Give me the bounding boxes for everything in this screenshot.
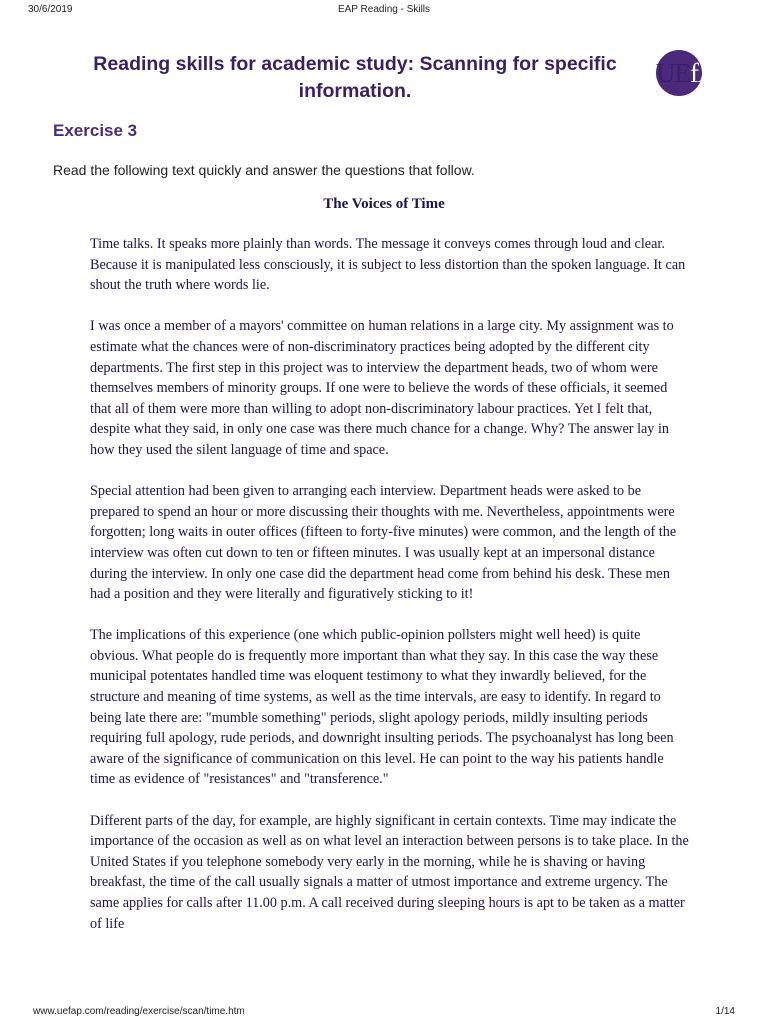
article-paragraph: The implications of this experience (one which public-opinion pollsters might well heed) is quite obvious. What people do is frequently more important than what they say. In this case the way these municipal potentates handled time was eloquent testimony to what they inwardly believed, for the structure and meaning of time systems, as well as the time intervals, are easy to identify. In regard to being late there are: "mumble something" periods, slight apology periods, mildly insulting periods requiring full apology, rude periods, and downright insulting periods. The psychoanalyst has long been aware of the significance of communication on this level. He can point to the way his patients handle time as evidence of "resistances" and "transference." xyxy=(90,627,674,788)
instruction-text: Read the following text quickly and answer the questions that follow. xyxy=(53,162,475,178)
logo-text-f: f xyxy=(690,58,698,88)
article-paragraph: Time talks. It speaks more plainly than words. The message it conveys comes through loud and clear. Because it is manipulated less consciously, it is subject to less distortion than the spoken language. It can shout the truth where words lie. xyxy=(90,236,686,294)
article-body xyxy=(90,234,690,955)
article-paragraph: Different parts of the day, for example, are highly significant in certain contexts. Time may indicate the importance of the occasion as well as on what level an interaction between persons is to take place. In the United States if you telephone somebody very early in the morning, while he is shaving or having breakfast, the time of the call usually signals a matter of utmost importance and extreme urgency. The same applies for calls after 11.00 p.m. A call received during sleeping hours is apt to be taken as a matter of life xyxy=(90,812,689,932)
logo-text-ap: AP xyxy=(698,58,731,88)
page-title: Reading skills for academic study: Scanning for specific information. xyxy=(93,53,617,102)
logo-text-ue: UE xyxy=(656,58,690,88)
print-header xyxy=(0,0,768,20)
print-date: 30/6/2019 xyxy=(28,4,73,15)
page-number: 1/14 xyxy=(715,1006,735,1017)
article-paragraph: I was once a member of a mayors' committee on human relations in a large city. My assignment was to estimate what the chances were of non-discriminatory practices being adopted by the different city departments. The first step in this project was to interview the department heads, two of whom were themselves members of minority groups. If one were to believe the words of these officials, it seemed that all of them were more than willing to adopt non-discriminatory labour practices. Yet I felt that, despite what they said, in only one case was there much chance for a change. Why? The answer lay in how they used the silent language of time and space. xyxy=(90,318,674,458)
article-title: The Voices of Time xyxy=(323,196,445,212)
article-paragraph: Special attention had been given to arranging each interview. Department heads were asked to be prepared to spend an hour or more discussing their thoughts with me. Nevertheless, appointments were forgotten; long waits in outer offices (fifteen to forty-five minutes) were common, and the length of the interview was often cut down to ten or fifteen minutes. I was usually kept at an impersonal distance during the interview. In only one case did the department head come from behind his desk. These men had a position and they were literally and figuratively sticking to it! xyxy=(90,483,677,603)
exercise-heading: Exercise 3 xyxy=(53,121,138,140)
print-page-title: EAP Reading - Skills xyxy=(337,4,431,15)
uefap-logo-text xyxy=(656,58,731,89)
print-footer xyxy=(0,1002,768,1024)
page-url: www.uefap.com/reading/exercise/scan/time.htm xyxy=(33,1006,245,1017)
